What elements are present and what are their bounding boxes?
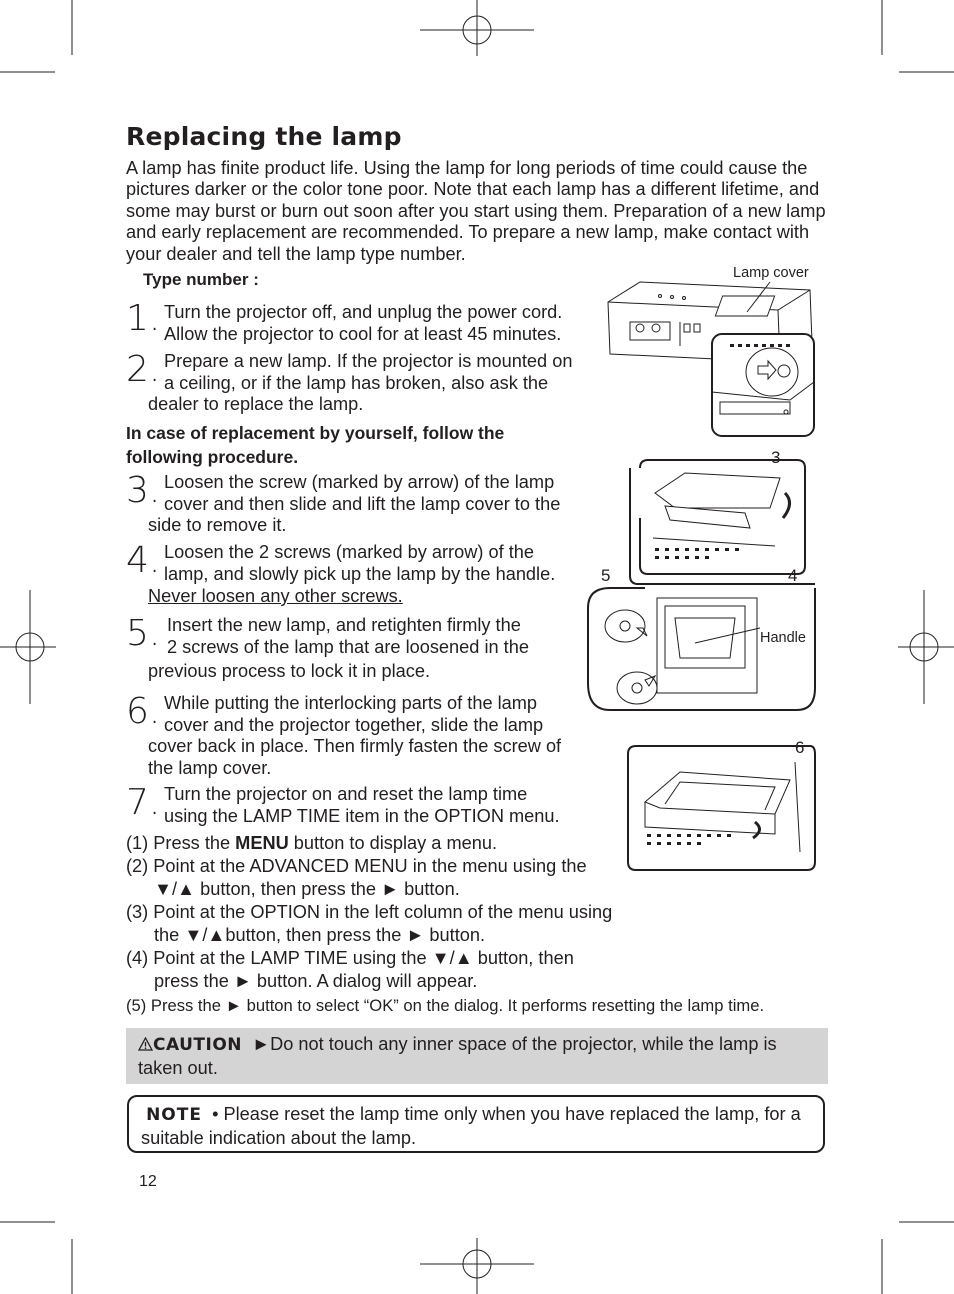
note-message: • Please reset the lamp time only when you have replaced the lamp, for a suitable indication about the lamp.: [141, 1104, 801, 1148]
step-5-line-3: previous process to lock it in place.: [148, 661, 431, 681]
step-1-line-1: Turn the projector off, and unplug the power cord.: [164, 302, 563, 322]
step-7-line-1: Turn the projector on and reset the lamp time: [164, 784, 528, 804]
step-6-number: 6.: [126, 691, 161, 732]
step-4-line-1: Loosen the 2 screws (marked by arrow) of the: [164, 542, 534, 562]
substep-2-line-1: (2) Point at the ADVANCED MENU in the menu using the: [126, 856, 587, 876]
substep-1-post: button to display a menu.: [288, 833, 498, 853]
step-3-line-3: side to remove it.: [148, 515, 287, 535]
step-5-text: [167, 615, 529, 658]
step-3-text: [164, 472, 560, 515]
step-6-line-2: cover and the projector together, slide the lamp: [164, 714, 544, 735]
self-replacement-heading: In case of replacement by yourself, follow the following procedure.: [126, 423, 505, 467]
step-7-line-2: using the LAMP TIME item in the OPTION menu.: [164, 805, 560, 826]
substep-1-pre: (1) Press the: [126, 833, 236, 853]
step-3-line-2: cover and then slide and lift the lamp cover to the: [164, 493, 561, 514]
step-2-line-3: dealer to replace the lamp.: [148, 394, 364, 414]
step-1-text: [164, 302, 562, 345]
caution-text-block: [138, 1033, 818, 1080]
lamp-removal-illustration: [585, 448, 820, 720]
step-2-line-2: a ceiling, or if the lamp has broken, also ask the: [164, 372, 549, 393]
intro-paragraph: A lamp has finite product life. Using the lamp for long periods of time could cause the pictures darker or the color tone poor. Note that each lamp has a different lifetime, and some may burst or burn out soon after you start using them. Preparation of a new lamp and early replacement are recommended. To prepare a new lamp, make contact with your dealer and tell the lamp type number.: [126, 158, 826, 264]
step-1-number: 1.: [126, 298, 161, 339]
figure-number-5: 5: [601, 566, 611, 585]
substep-3-line-1: (3) Point at the OPTION in the left column of the menu using: [126, 902, 613, 922]
substep-3-line-2: the ▼/▲button, then press the ► button.: [154, 925, 486, 945]
substep-2-line-2: ▼/▲ button, then press the ► button.: [154, 879, 460, 899]
caution-message: ►Do not touch any inner space of the projector, while the lamp is taken out.: [138, 1034, 777, 1078]
menu-button-label: MENU: [235, 833, 289, 853]
step-6-line-3: [148, 736, 561, 779]
lamp-cover-label: Lamp cover: [733, 265, 809, 281]
caution-box: [126, 1028, 828, 1084]
step-4-line-2: lamp, and slowly pick up the lamp by the handle.: [164, 563, 556, 584]
projector-lamp-cover-illustration: [600, 262, 820, 442]
substep-1: [126, 832, 497, 855]
substep-4-line-2: press the ► button. A dialog will appear.: [154, 971, 478, 991]
note-label: NOTE: [146, 1105, 202, 1125]
page-number: 12: [139, 1173, 157, 1190]
warning-triangle-icon: [138, 1037, 153, 1051]
note-box: [127, 1095, 825, 1153]
figure-number-6: 6: [795, 738, 805, 757]
step-2-number: 2.: [126, 349, 161, 390]
step-3-number: 3.: [126, 470, 161, 511]
substep-4: [126, 947, 574, 993]
step-6-line-1: While putting the interlocking parts of the lamp: [164, 693, 538, 713]
step-7-text: [164, 784, 560, 827]
step-7-number: 7.: [126, 782, 161, 823]
step-5-number: 5.: [126, 613, 161, 654]
substep-2: [126, 855, 587, 901]
figure-number-4: 4: [788, 566, 798, 585]
step-6-line-4-text: the lamp cover.: [148, 757, 272, 778]
step-6-text: [164, 693, 543, 736]
substep-3: [126, 901, 612, 947]
handle-label: Handle: [760, 630, 806, 646]
substep-5: (5) Press the ► button to select “OK” on the dialog. It performs resetting the lamp time.: [126, 996, 765, 1015]
step-5-line-2: 2 screws of the lamp that are loosened in the: [167, 636, 529, 657]
figure-number-3: 3: [771, 448, 781, 467]
step-5-line-1: Insert the new lamp, and retighten firmly the: [167, 615, 521, 635]
step-1-line-2: Allow the projector to cool for at least 45 minutes.: [164, 323, 562, 344]
substep-4-line-1: (4) Point at the LAMP TIME using the ▼/▲ button, then: [126, 948, 574, 968]
caution-label: CAUTION: [153, 1035, 243, 1055]
lamp-cover-reinstall-illustration: [625, 742, 820, 875]
page-title: Replacing the lamp: [126, 122, 402, 151]
step-4-number: 4.: [126, 540, 161, 581]
step-4-text: [164, 542, 555, 585]
step-2-text: [164, 351, 572, 394]
step-3-line-1: Loosen the screw (marked by arrow) of the lamp: [164, 472, 555, 492]
step-4-warning: Never loosen any other screws.: [148, 586, 403, 606]
step-6-line-3-text: cover back in place. Then firmly fasten the screw of: [148, 736, 562, 756]
type-number-label: Type number :: [143, 270, 259, 289]
step-2-line-1: Prepare a new lamp. If the projector is mounted on: [164, 351, 573, 371]
note-text-block: [141, 1103, 811, 1150]
